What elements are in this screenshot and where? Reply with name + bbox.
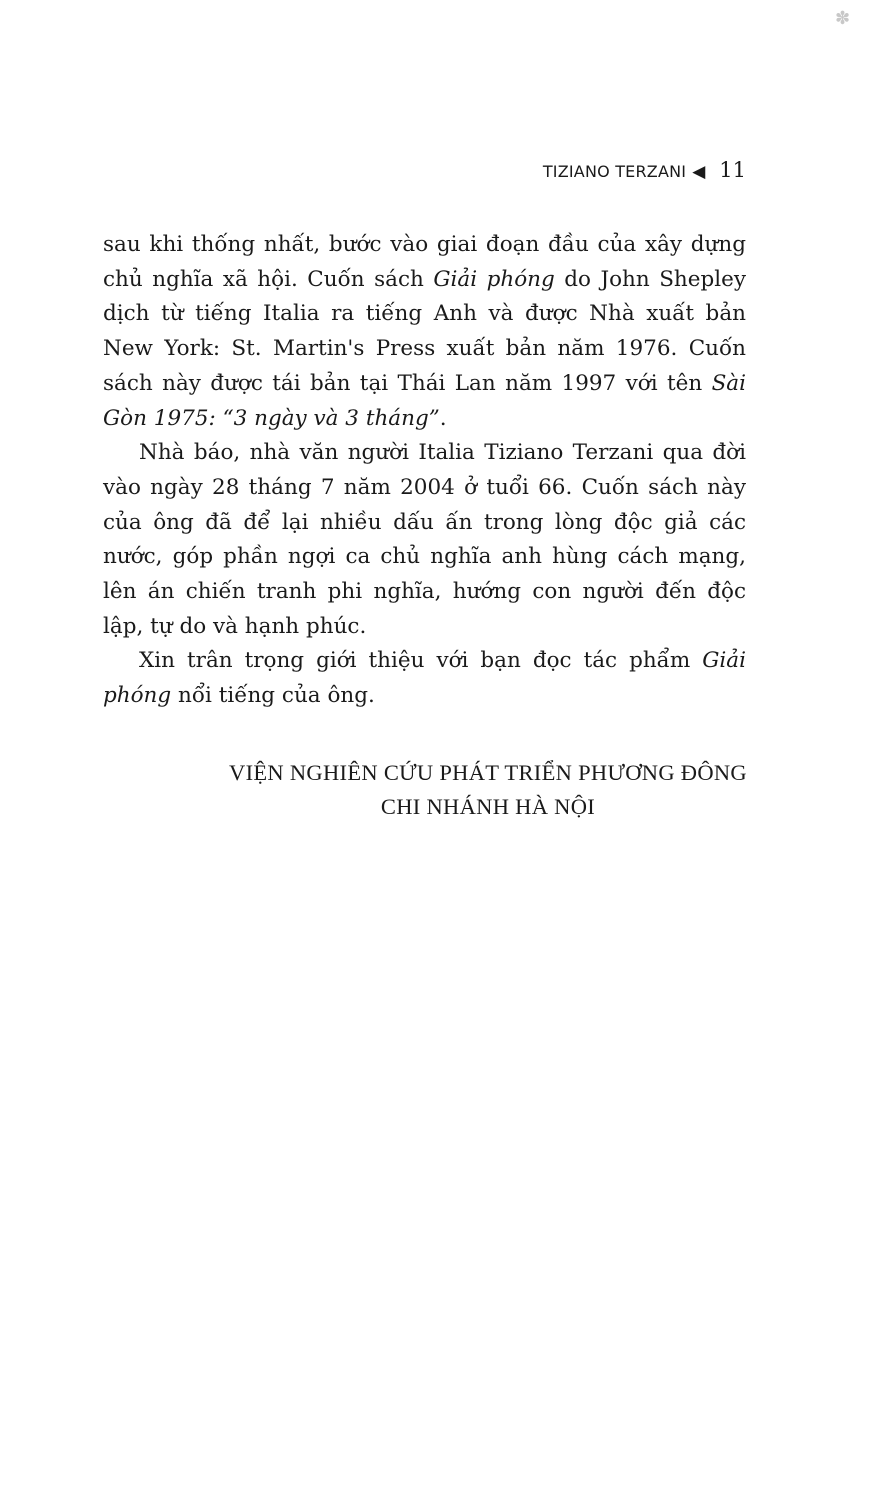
paragraph-segment: do John Shepley dịch từ tiếng Italia ra tiếng Anh và được Nhà xuất bản New York: St. Martin's Press xuất bản năm 1976. Cuốn sách này được tái bản tại Thái Lan năm 1997 với tên [103,266,747,396]
paragraph-segment: sau khi thống nhất, bước vào giai đoạn đầu của xây dựng chủ nghĩa xã hội. Cuốn sách [103,232,746,292]
paragraph-segment: Nhà báo, nhà văn người Italia Tiziano Terzani qua đời vào ngày 28 tháng 7 năm 2004 ở tuổi 66. Cuốn sách này của ông đã để lại nhiều dấu ấn trong lòng độc giả các nước, góp phần ngợi ca chủ nghĩa anh hùng cách mạng, lên án chiến tranh phi nghĩa, hướng con người đến độc lập, tự do và hạnh phúc. [103,440,746,639]
corner-ornament-icon: ✽ [835,8,851,29]
running-head-author: TIZIANO TERZANI [542,162,687,181]
paragraph-segment: . [439,405,447,431]
signature-institute: VIỆN NGHIÊN CỨU PHÁT TRIỂN PHƯƠNG ĐÔNG [229,760,747,785]
book-title-italic: Giải phóng [433,266,555,292]
book-title-italic: Sài Gòn 1975: “3 ngày và 3 tháng” [103,370,746,431]
body-text [103,228,746,714]
left-triangle-icon: ◀ [692,162,706,182]
signature-branch: CHI NHÁNH HÀ NỘI [380,794,596,819]
book-title-italic: Giải phóng [103,648,746,709]
paragraph-segment: nổi tiếng của ông. [171,683,375,709]
paragraph [103,228,746,436]
running-header [400,158,746,182]
signature-block [170,756,806,824]
paragraph [103,436,746,644]
paragraph [103,644,746,713]
paragraph-segment: Xin trân trọng giới thiệu với bạn đọc tác phẩm [139,648,703,674]
page-number: 11 [719,158,746,182]
